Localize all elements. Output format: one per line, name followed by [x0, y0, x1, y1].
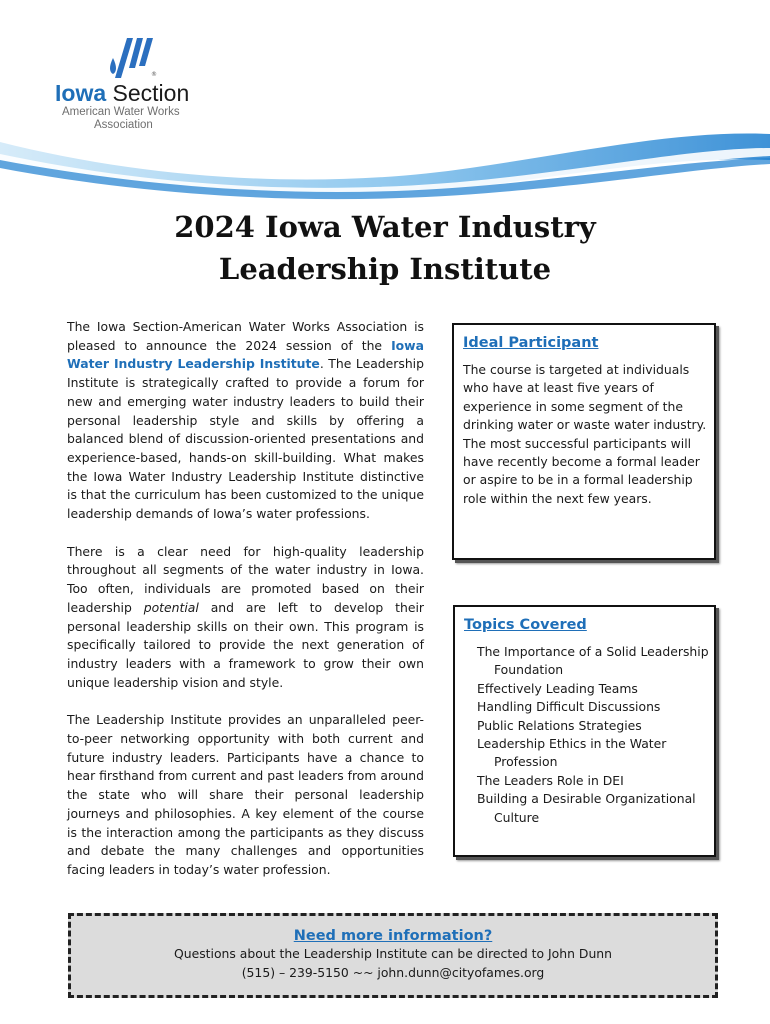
logo-subtitle-line1: American Water Works — [62, 106, 180, 118]
topics-covered-heading: Topics Covered — [464, 617, 587, 633]
p2-text-before: There is a clear need for high-quality leadership throughout all segments of the water industry in Iowa. Too often, individuals are promoted based on their leadership — [67, 543, 424, 615]
contact-line: Questions about the Leadership Institute can be directed to John Dunn — [173, 946, 613, 961]
title-line1: 2024 Iowa Water Industry — [174, 210, 596, 244]
ideal-participant-box — [452, 323, 716, 560]
topic-item: Handling Difficult Discussions — [477, 699, 661, 715]
body-paragraph-2 — [67, 543, 424, 693]
body-paragraph-1 — [67, 318, 424, 524]
logo-subtitle-line2: Association — [94, 119, 153, 131]
logo-brand-bold: Iowa — [55, 80, 107, 106]
registered-mark: ® — [151, 71, 157, 78]
topic-item: The Leaders Role in DEI — [477, 772, 624, 788]
more-information-heading: Need more information? — [293, 928, 493, 944]
topic-item: Leadership Ethics in the Water Profession — [477, 736, 667, 770]
more-information-box — [68, 913, 718, 998]
awwa-logo-mark-icon — [107, 36, 159, 80]
body-paragraph-3: The Leadership Institute provides an unparalleled peer-to-peer networking opportunity with both current and future industry leaders. Participants have a chance to hear firsthand from current and past leaders from around the state who will share their personal leadership journeys and philosophies. A key element of the course is the interaction among the participants as they discuss and debate the many challenges and opportunities facing leaders in today’s water profession. — [67, 712, 424, 877]
p2-text-after: and are left to develop their personal leadership skills on their own. This program is specifically tailored to provide the next generation of industry leaders with a framework to grow their own unique leadership vision and style. — [67, 599, 424, 690]
p1-text-before: The Iowa Section-American Water Works Association is pleased to announce the 2024 session of the — [67, 319, 424, 353]
program-name-highlight: Iowa Water Industry Leadership Institute — [67, 337, 424, 372]
contact-details: (515) – 239-5150 ~~ john.dunn@cityofames.org — [241, 965, 545, 980]
topic-item: Public Relations Strategies — [477, 717, 642, 733]
topic-item: Building a Desirable Organizational Culture — [477, 791, 696, 825]
water-wave-banner — [0, 120, 770, 200]
logo-brand — [55, 80, 189, 107]
logo-brand-rest: Section — [106, 80, 190, 106]
topics-covered-box — [453, 605, 716, 857]
topic-item: Effectively Leading Teams — [477, 680, 638, 696]
page-title — [0, 206, 770, 290]
main-body-text — [67, 318, 424, 899]
topics-list — [455, 643, 714, 827]
p1-text-after: . The Leadership Institute is strategically crafted to provide a forum for new and emerging water industry leaders to build their personal leadership style and skills by offering a balanced blend of discussion-oriented presentations and experience-based, hands-on skill-building. What makes the Iowa Water Industry Leadership Institute distinctive is that the curriculum has been customized to the unique leadership demands of Iowa’s water professions. — [67, 356, 424, 522]
p2-italic-word: potential — [143, 599, 199, 615]
ideal-participant-heading: Ideal Participant — [463, 335, 599, 351]
title-line2: Leadership Institute — [218, 252, 552, 286]
topic-item: The Importance of a Solid Leadership Foundation — [477, 644, 709, 678]
ideal-participant-text: The course is targeted at individuals who have at least five years of experience in some segment of the drinking water or waste water industry. The most successful participants will have recently become a formal leader or aspire to be in a formal leadership role within the next few years. — [463, 362, 707, 506]
